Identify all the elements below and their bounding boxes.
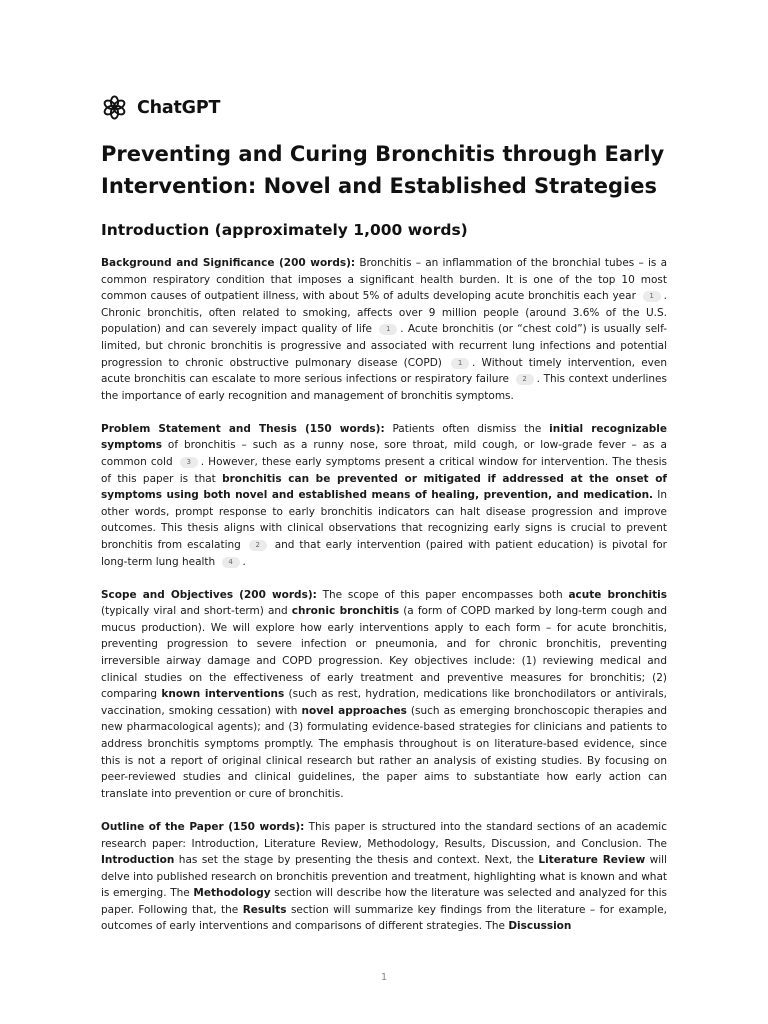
bold-phrase: novel approaches xyxy=(301,704,407,717)
paragraph-scope xyxy=(101,587,667,803)
paragraph-text: will delve into published research on bronchitis prevention and treatment, highlighting what is known and what is emerging. The xyxy=(101,854,667,900)
paragraph-text: This paper is structured into the standard sections of an academic research paper: Introduction, Literature Review, Methodology, Results, Discussion, and Conclusion. The xyxy=(101,820,667,850)
paragraph-text: has set the stage by presenting the thesis and context. Next, the xyxy=(174,854,539,867)
bold-phrase: Literature Review xyxy=(538,854,646,867)
paragraph-text: . This context underlines the importance of early recognition and management of bronchitis symptoms. xyxy=(101,373,667,402)
paragraph-text: section will summarize key findings from the literature – for example, outcomes of early interventions and comparisons of different strategies. The xyxy=(101,903,667,933)
paragraph-background xyxy=(101,255,667,404)
paragraph-text: Bronchitis – an inflammation of the bronchial tubes – is a common respiratory condition that imposes a significant health burden. It is one of the top 10 most common causes of outpatient illness, with about 5% of adults developing acute bronchitis each year xyxy=(101,257,667,303)
bold-phrase: acute bronchitis xyxy=(568,588,667,601)
paragraph-heading: Scope and Objectives (200 words): xyxy=(101,588,317,601)
bold-phrase: chronic bronchitis xyxy=(291,605,400,618)
openai-logo-icon xyxy=(101,94,128,121)
bold-phrase: Results xyxy=(242,903,287,916)
bold-phrase: bronchitis can be prevented or mitigated if addressed at the onset of symptoms using both novel and established means of healing, prevention, and medication. xyxy=(101,472,667,502)
paragraph-text: . However, these early symptoms present a critical window for intervention. The thesis of this paper is that xyxy=(101,456,667,485)
paragraph-text: . xyxy=(242,555,246,568)
paragraph-text: (such as rest, hydration, medications like bronchodilators or antivirals, vaccination, smoking cessation) with xyxy=(101,688,667,717)
paragraph-text: (such as emerging bronchoscopic therapies and new pharmacological agents); and (3) formulating evidence-based strategies for clinicians and patients to address bronchitis symptoms promptly. The emphasis throughout is on literature-based evidence, since this is not a report of original clinical research but rather an analysis of existing studies. By focusing on peer-reviewed studies and clinical guidelines, the paper aims to substantiate how early action can translate into prevention or cure of bronchitis. xyxy=(101,704,668,800)
paragraph-heading: Problem Statement and Thesis (150 words): xyxy=(101,422,385,435)
paragraph-heading: Background and Significance (200 words): xyxy=(101,257,356,269)
citation-badge[interactable]: 1 xyxy=(643,291,661,302)
citation-badge[interactable]: 2 xyxy=(516,374,534,385)
section-heading: Introduction (approximately 1,000 words) xyxy=(101,221,468,239)
brand-logo xyxy=(101,94,220,121)
citation-badge[interactable]: 1 xyxy=(451,358,469,369)
citation-badge[interactable]: 3 xyxy=(180,457,198,468)
bold-phrase: initial recognizable symptoms xyxy=(101,422,667,452)
bold-phrase: Introduction xyxy=(101,854,175,867)
bold-phrase: Discussion xyxy=(508,920,572,933)
paragraph-text: . Chronic bronchitis, often related to smoking, affects over 9 million people (around 3.6% of the U.S. population) and can severely impact quality of life xyxy=(101,290,667,336)
paragraph-heading: Outline of the Paper (150 words): xyxy=(101,820,305,833)
citation-badge[interactable]: 2 xyxy=(249,540,267,551)
bold-phrase: Methodology xyxy=(193,887,271,900)
paragraph-problem-statement xyxy=(101,421,667,570)
document-body xyxy=(101,255,667,952)
paragraph-text: . Acute bronchitis (or “chest cold”) is usually self-limited, but chronic bronchitis is progressive and associated with recurrent lung infections and potential progression to chronic obstructive pulmonary disease (COPD) xyxy=(101,323,667,369)
brand-name: ChatGPT xyxy=(137,97,221,118)
paragraph-text: of bronchitis – such as a runny nose, sore throat, mild cough, or low-grade fever – as a common cold xyxy=(101,439,667,469)
page-number: 1 xyxy=(380,972,388,983)
paragraph-text: (typically viral and short-term) and xyxy=(101,605,292,618)
bold-phrase: known interventions xyxy=(161,688,285,701)
paragraph-text: section will describe how the literature was selected and analyzed for this paper. Following that, the xyxy=(101,887,667,916)
citation-badge[interactable]: 1 xyxy=(379,324,397,335)
document-title: Preventing and Curing Bronchitis through Early Intervention: Novel and Established Strategies xyxy=(101,142,665,198)
paragraph-text: The scope of this paper encompasses both xyxy=(316,588,569,601)
paragraph-text: (a form of COPD marked by long-term cough and mucus production). We will explore how early interventions apply to each form – for acute bronchitis, preventing progression to severe infection or pneumonia, and for chronic bronchitis, preventing irreversible airway damage and COPD progression. Key objectives include: (1) reviewing medical and clinical studies on the effectiveness of early treatment and preventive measures for bronchitis; (2) comparing xyxy=(101,605,667,701)
paragraph-outline xyxy=(101,819,667,935)
paragraph-text: In other words, prompt response to early bronchitis indicators can halt disease progression and improve outcomes. This thesis aligns with clinical observations that recognizing early signs is crucial to prevent bronchitis from escalating xyxy=(101,489,667,551)
paragraph-text: Patients often dismiss the xyxy=(384,422,550,435)
paragraph-text: . Without timely intervention, even acute bronchitis can escalate to more serious infections or respiratory failure xyxy=(101,356,667,386)
citation-badge[interactable]: 4 xyxy=(222,557,240,568)
paragraph-text: and that early intervention (paired with patient education) is pivotal for long-term lung health xyxy=(101,539,668,568)
